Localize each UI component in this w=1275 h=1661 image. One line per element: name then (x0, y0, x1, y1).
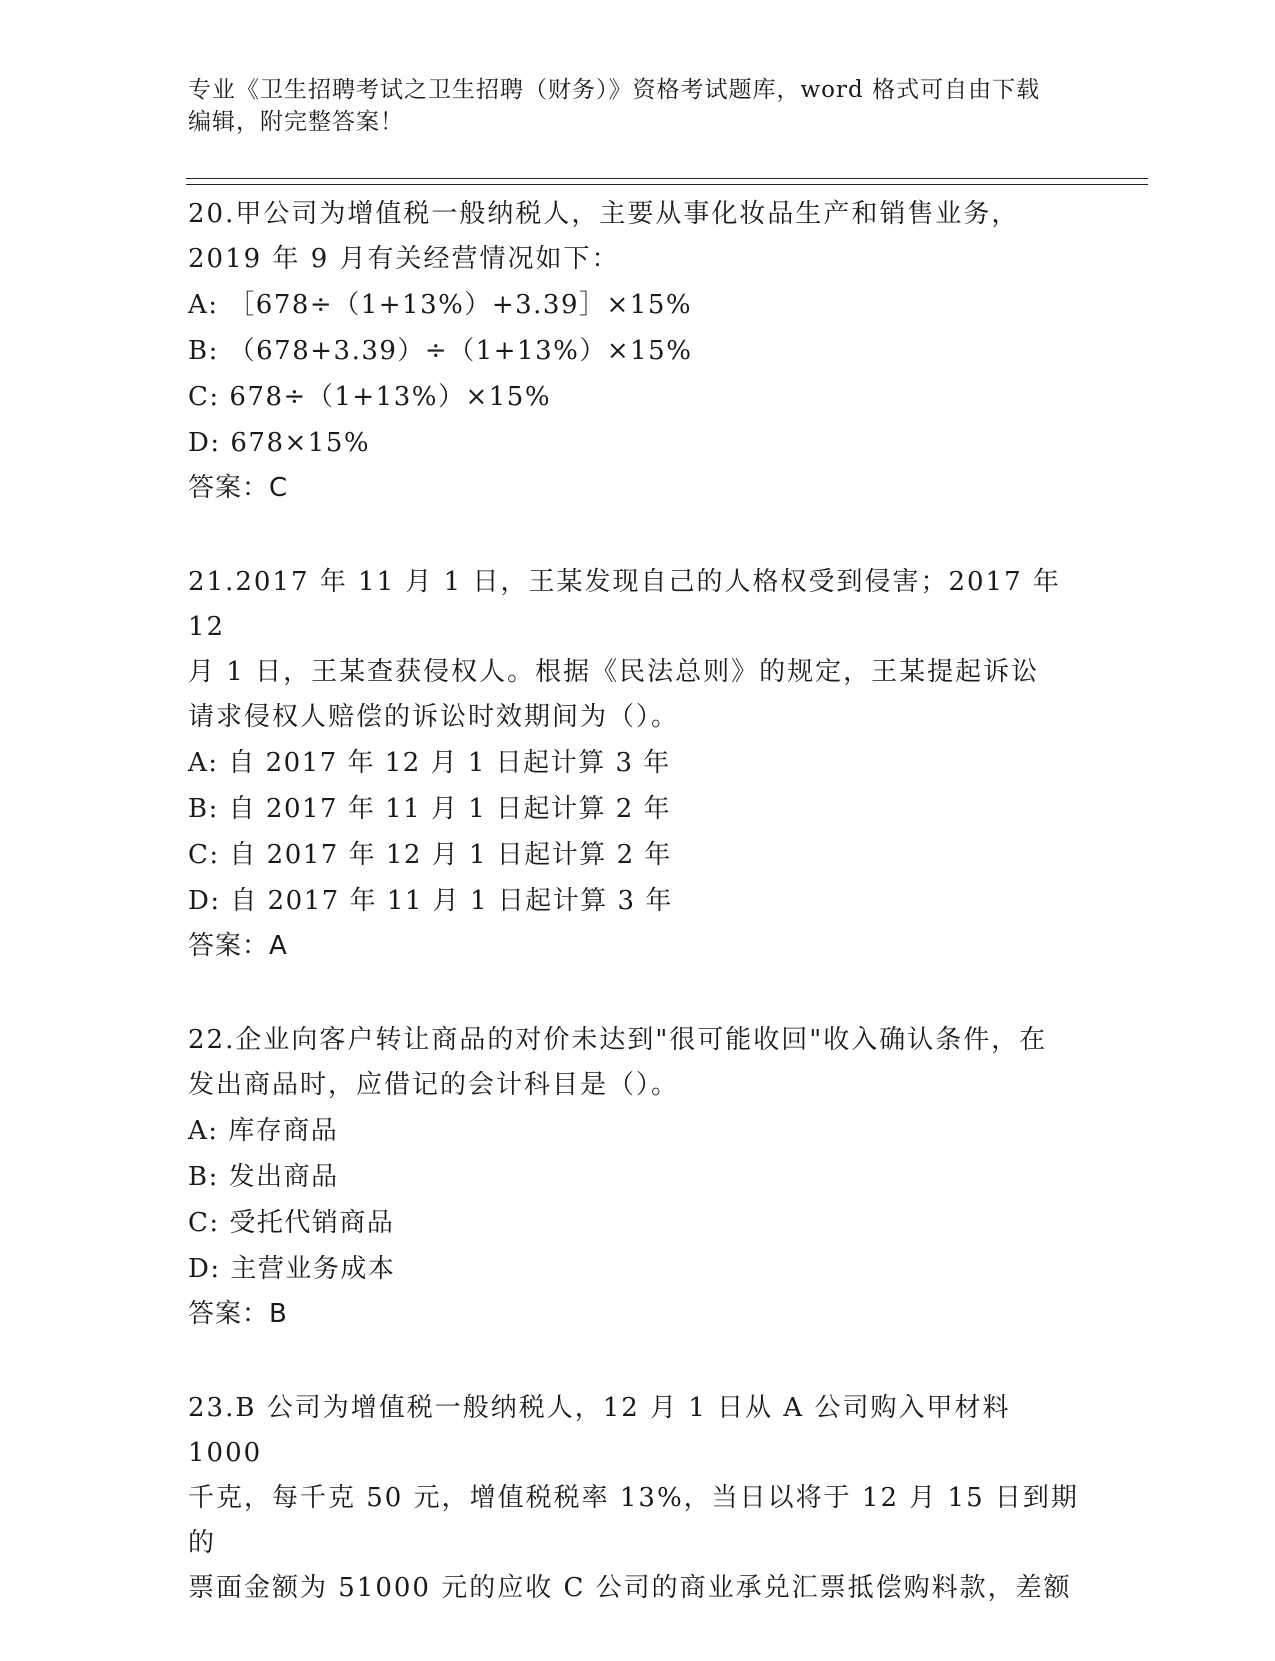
question-23 (188, 1386, 1088, 1611)
option-b: B: （678+3.39）÷（1+13%）×15% (188, 336, 693, 366)
question-stem-line: 20.甲公司为增值税一般纳税人，主要从事化妆品生产和销售业务， (188, 199, 1020, 229)
option-a: A: 库存商品 (188, 1116, 339, 1146)
option-d: D: 自 2017 年 11 月 1 日起计算 3 年 (188, 886, 673, 916)
question-stem-line: 发出商品时，应借记的会计科目是（）。 (188, 1070, 680, 1100)
option-c: C: 自 2017 年 12 月 1 日起计算 2 年 (188, 840, 672, 870)
question-stem-line: 月 1 日，王某查获侵权人。根据《民法总则》的规定，王某提起诉讼 (188, 657, 1040, 687)
header-divider-bottom (186, 184, 1148, 185)
header-line-1: 专业《卫生招聘考试之卫生招聘（财务）》资格考试题库，word 格式可自由下载 (188, 77, 1041, 103)
answer: 答案：A (188, 931, 288, 961)
question-20 (188, 192, 1088, 510)
header-line-2: 编辑，附完整答案！ (188, 109, 404, 135)
option-c: C: 受托代销商品 (188, 1208, 395, 1238)
question-21 (188, 560, 1088, 968)
question-stem-line: 票面金额为 51000 元的应收 C 公司的商业承兑汇票抵偿购料款，差额 (188, 1573, 1072, 1603)
question-stem-line: 请求侵权人赔偿的诉讼时效期间为（）。 (188, 702, 680, 732)
question-22 (188, 1018, 1088, 1336)
option-a: A: 自 2017 年 12 月 1 日起计算 3 年 (188, 748, 671, 778)
question-stem-line: 21.2017 年 11 月 1 日，王某发现自己的人格权受到侵害；2017 年 12 (188, 567, 1072, 642)
answer: 答案：B (188, 1299, 288, 1329)
header-divider-top (186, 178, 1148, 179)
question-stem-line: 千克，每千克 50 元，增值税税率 13%，当日以将于 12 月 15 日到期的 (188, 1483, 1079, 1558)
option-a: A: ［678÷（1+13%）+3.39］×15% (188, 290, 693, 320)
option-b: B: 发出商品 (188, 1162, 339, 1192)
question-stem-line: 2019 年 9 月有关经营情况如下： (188, 244, 620, 274)
document-header (188, 74, 1068, 138)
option-d: D: 678×15% (188, 428, 371, 458)
answer: 答案：C (188, 473, 289, 503)
question-list (188, 192, 1088, 1661)
question-stem-line: 23.B 公司为增值税一般纳税人，12 月 1 日从 A 公司购入甲材料 1000 (188, 1393, 1021, 1468)
option-b: B: 自 2017 年 11 月 1 日起计算 2 年 (188, 794, 672, 824)
question-stem-line: 22.企业向客户转让商品的对价未达到"很可能收回"收入确认条件，在 (188, 1025, 1048, 1055)
option-d: D: 主营业务成本 (188, 1254, 396, 1284)
option-c: C: 678÷（1+13%）×15% (188, 382, 552, 412)
